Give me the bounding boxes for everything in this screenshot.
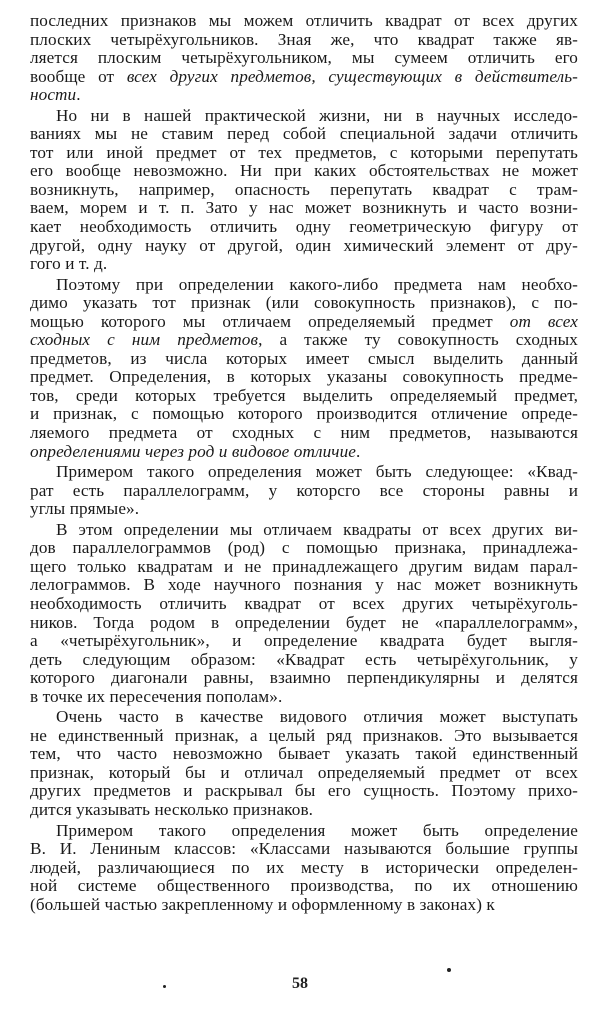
text-run: предмет. Определения, в которых указаны совокупность предме- bbox=[30, 367, 578, 387]
italic-emphasis: ности bbox=[30, 85, 77, 105]
text-line bbox=[30, 558, 578, 577]
text-line bbox=[30, 482, 578, 501]
text-line bbox=[30, 877, 578, 896]
text-line bbox=[30, 614, 578, 633]
book-page-text bbox=[30, 12, 578, 916]
text-line bbox=[30, 218, 578, 237]
text-run: ляемого предмета от сходных с ним предметов, называются bbox=[30, 423, 578, 443]
text-run: (большей частью закрепленному и оформленному в законах) к bbox=[30, 894, 495, 914]
text-line bbox=[30, 424, 578, 443]
text-run: тот или иной предмет от тех предметов, с которыми перепутать bbox=[30, 142, 578, 162]
text-line bbox=[30, 107, 578, 126]
text-run: В этом определении мы отличаем квадраты от всех других ви- bbox=[56, 519, 578, 539]
text-line bbox=[30, 632, 578, 651]
text-run: в точке их пересечения пополам». bbox=[30, 686, 283, 706]
paragraph bbox=[30, 276, 578, 461]
text-line bbox=[30, 255, 578, 274]
text-line bbox=[30, 443, 578, 462]
text-run: тов, среди которых требуется выделить определяемый предмет, bbox=[30, 385, 578, 405]
text-line bbox=[30, 31, 578, 50]
text-run: его вообще невозможно. Ни при каких обстоятельствах не может bbox=[30, 161, 578, 181]
text-run: дится указывать несколько признаков. bbox=[30, 799, 314, 819]
page-number: 58 bbox=[292, 975, 308, 992]
text-line bbox=[30, 840, 578, 859]
scan-speck bbox=[163, 985, 166, 988]
text-line bbox=[30, 294, 578, 313]
text-run: возникнуть, например, опасность перепутать квадрат с трам- bbox=[30, 179, 578, 199]
text-line bbox=[30, 237, 578, 256]
text-line bbox=[30, 86, 578, 105]
text-run: лелограммов. В ходе научного познания у нас может возникнуть bbox=[30, 575, 578, 595]
text-run: других предметов и раскрывал бы его сущность. Поэтому прихо- bbox=[30, 781, 578, 801]
text-run: и признак, с помощью которого производится отличение опреде- bbox=[30, 404, 578, 424]
text-run: димо указать тот признак (или совокупность признаков), с по- bbox=[30, 293, 578, 313]
text-run: вообще от bbox=[30, 66, 127, 86]
italic-emphasis: определениями через род и видовое отличие bbox=[30, 441, 356, 461]
text-line bbox=[30, 801, 578, 820]
text-line bbox=[30, 745, 578, 764]
text-run: . bbox=[356, 441, 361, 461]
text-line bbox=[30, 500, 578, 519]
italic-emphasis: всех других предметов, существующих в действитель- bbox=[126, 66, 578, 86]
text-run: ваем, морем и т. п. Зато у нас может возникнуть и часто возни- bbox=[30, 198, 578, 218]
text-run: Но ни в нашей практической жизни, ни в научных исследо- bbox=[56, 105, 578, 125]
paragraph-gap bbox=[30, 914, 578, 916]
text-run: тем, что часто невозможно бывает указать такой единственный bbox=[30, 744, 578, 764]
text-run: , а также ту совокупность сходных bbox=[258, 330, 579, 350]
text-line bbox=[30, 350, 578, 369]
text-line bbox=[30, 387, 578, 406]
text-line bbox=[30, 859, 578, 878]
text-line bbox=[30, 521, 578, 540]
paragraph bbox=[30, 521, 578, 706]
text-line bbox=[30, 313, 578, 332]
text-run: мощью которого мы отличаем определяемый предмет bbox=[30, 311, 510, 331]
text-run: другой, одну науку от другой, один химический элемент от дру- bbox=[30, 235, 578, 255]
text-run: необходимость отличить квадрат от всех других четырёхуголь- bbox=[30, 593, 578, 613]
text-run: рат есть параллелограмм, у которсго все стороны равны и bbox=[30, 480, 578, 500]
text-run: ляется плоским четырёхугольником, мы сумеем отличить его bbox=[30, 48, 578, 68]
text-run: предметов, из числа которых имеет смысл выделить данный bbox=[30, 348, 578, 368]
text-run: дов параллелограммов (род) с помощью признака, принадлежа- bbox=[30, 538, 578, 558]
text-run: углы прямые». bbox=[30, 499, 140, 519]
text-line bbox=[30, 68, 578, 87]
text-run: кает необходимость отличить одну геометрическую фигуру от bbox=[30, 217, 578, 237]
paragraph bbox=[30, 463, 578, 519]
text-run: В. И. Лениным классов: «Классами называются большие группы bbox=[30, 839, 578, 859]
text-line bbox=[30, 708, 578, 727]
text-line bbox=[30, 782, 578, 801]
text-run: не единственный признак, а целый ряд признаков. Это вызывается bbox=[30, 725, 578, 745]
text-line bbox=[30, 162, 578, 181]
text-run: последних признаков мы можем отличить квадрат от всех других bbox=[30, 11, 578, 30]
text-run: щего только квадратам и не принадлежащего другим видам парал- bbox=[30, 556, 578, 576]
italic-emphasis: от всех bbox=[509, 311, 578, 331]
text-line bbox=[30, 595, 578, 614]
text-line bbox=[30, 463, 578, 482]
text-run: гого и т. д. bbox=[30, 254, 108, 274]
text-run: а «четырёхугольник», и определение квадрата будет выгля- bbox=[30, 631, 578, 651]
text-line bbox=[30, 144, 578, 163]
text-run: ников. Тогда родом в определении будет не «параллелограмм», bbox=[30, 612, 578, 632]
text-run: признак, который бы и отличал определяемый предмет от всех bbox=[30, 762, 578, 782]
text-run: ваниях мы не ставим перед собой специальной задачи отличить bbox=[30, 124, 578, 144]
text-line bbox=[30, 276, 578, 295]
text-line bbox=[30, 49, 578, 68]
text-run: Примером такого определения может быть определение bbox=[56, 820, 578, 840]
text-line bbox=[30, 727, 578, 746]
italic-emphasis: сходных с ним предметов bbox=[30, 330, 259, 350]
text-run: . bbox=[76, 85, 81, 105]
text-line bbox=[30, 125, 578, 144]
text-line bbox=[30, 181, 578, 200]
text-line bbox=[30, 12, 578, 31]
paragraph bbox=[30, 12, 578, 105]
text-line bbox=[30, 896, 578, 915]
text-run: людей, различающиеся по их месту в исторически определен- bbox=[30, 857, 578, 877]
text-run: деть следующим образом: «Квадрат есть четырёхугольник, у bbox=[30, 649, 578, 669]
text-line bbox=[30, 368, 578, 387]
text-line bbox=[30, 669, 578, 688]
text-run: которого диагонали равны, взаимно перпендикулярны и делятся bbox=[30, 668, 578, 688]
text-line bbox=[30, 764, 578, 783]
text-line bbox=[30, 331, 578, 350]
text-line bbox=[30, 576, 578, 595]
text-run: Примером такого определения может быть следующее: «Квад- bbox=[56, 462, 578, 482]
text-line bbox=[30, 822, 578, 841]
paragraph bbox=[30, 822, 578, 915]
paragraph bbox=[30, 107, 578, 274]
text-line bbox=[30, 688, 578, 707]
text-line bbox=[30, 405, 578, 424]
text-line bbox=[30, 539, 578, 558]
paragraph bbox=[30, 708, 578, 819]
text-run: ной системе общественного производства, по их отношению bbox=[30, 876, 578, 896]
scan-speck bbox=[447, 968, 451, 972]
text-run: плоских четырёхугольников. Зная же, что квадрат также яв- bbox=[30, 29, 578, 49]
text-line bbox=[30, 199, 578, 218]
text-run: Поэтому при определении какого-либо предмета нам необхо- bbox=[56, 274, 578, 294]
text-run: Очень часто в качестве видового отличия может выступать bbox=[56, 707, 578, 727]
text-line bbox=[30, 651, 578, 670]
